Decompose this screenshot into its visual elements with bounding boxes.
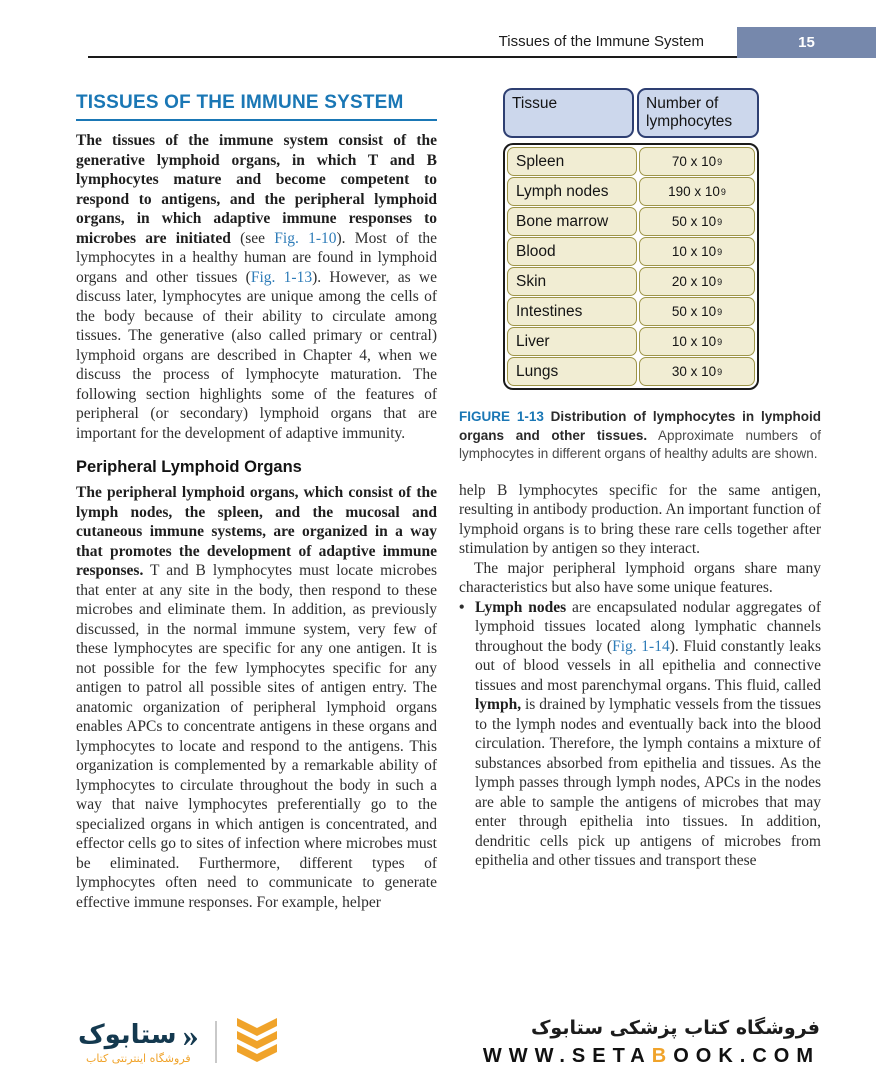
count-cell: 30 x 10 9 (639, 357, 755, 386)
double-chevron-left-icon: « (182, 1016, 199, 1053)
count-cell: 50 x 10 9 (639, 297, 755, 326)
page-header (0, 27, 876, 57)
count-cell: 70 x 10 9 (639, 147, 755, 176)
section-title: TISSUES OF THE IMMUNE SYSTEM (76, 92, 437, 121)
count-value: 50 x 10 (671, 213, 717, 229)
page-number: 15 (798, 34, 815, 51)
shop-name-farsi: فروشگاه کتاب پزشکی ستابوک (530, 1016, 820, 1039)
count-value: 10 x 10 (671, 333, 717, 349)
stacked-chevrons-icon (233, 1017, 281, 1068)
figure-1-13-link[interactable]: Fig. 1-13 (250, 268, 313, 286)
count-cell: 10 x 10 9 (639, 327, 755, 356)
table-row (507, 177, 755, 206)
table-header-lymphocyte-count: Number of lymphocytes (637, 88, 759, 138)
count-value: 20 x 10 (671, 273, 717, 289)
bookstore-footer-banner (0, 1010, 876, 1080)
page-number-tab (737, 27, 876, 58)
figure-1-10-link[interactable]: Fig. 1-10 (274, 229, 337, 247)
table-row (507, 327, 755, 356)
brand-name-farsi: ستابوک (78, 1019, 177, 1050)
intro-text: (see (230, 229, 275, 247)
tissue-cell: Liver (507, 327, 637, 356)
paragraph-text: T and B lymphocytes must locate microbes that enter at any site in the body, then respond to these microbes and eliminate them. In addition, as previously discussed, in the normal immune system, very few of these lymphocytes are specific for any one antigen. It is not possible for the few lymphocytes specific for any antigen to patrol all possible sites of antigen entry. The anatomic organization of peripheral lymphoid organs enables APCs to concentrate antigens in these organs and lymphocytes to locate and respond to the antigens. This organization is complemented by a remarkable ability of lymphocytes to circulate throughout the body in such a way that naive lymphocytes preferentially go to the specialized organs in which antigen is concentrated, and effector cells go to sites of infection where microbes must be eliminated. Furthermore, different types of lymphocytes often need to communicate to generate effective immune responses. For example, helper (76, 562, 437, 911)
table-row (507, 297, 755, 326)
table-row (507, 147, 755, 176)
figure-caption-label: FIGURE 1-13 (459, 409, 544, 424)
body-paragraph: The major peripheral lymphoid organs share many characteristics but also have some unique features. (459, 559, 821, 596)
figure-1-13-table (503, 88, 759, 390)
count-cell: 50 x 10 9 (639, 207, 755, 236)
tissue-cell: Bone marrow (507, 207, 637, 236)
bullet-bold-lymph: lymph, (475, 696, 522, 713)
setabook-logo[interactable] (78, 1016, 199, 1065)
figure-caption-text: Approximate numbers of lymphocytes in different organs of healthy adults are shown. (459, 427, 821, 461)
table-header-row (503, 88, 759, 138)
bullet-text (475, 598, 821, 871)
intro-text: ). Most of the lymphocytes in a healthy human are found in lymphoid organs and other tissues ( (76, 229, 437, 286)
running-title: Tissues of the Immune System (498, 33, 704, 50)
footer-logo-group (78, 1017, 281, 1068)
count-value: 190 x 10 (668, 183, 720, 199)
figure-caption-bold: Distribution of lymphocytes in lymphoid organs and other tissues. (459, 409, 821, 443)
intro-text: ). However, as we discuss later, lymphocytes are unique among the cells of the body because of their ability to circulate among tissues. The generative (also called primary or central) lymphoid organs are described in Chapter 4, when we discuss the process of lymphocyte maturation. The following section highlights some of the features of peripheral (or secondary) lymphoid organs that are important for the development of adaptive immunity. (76, 268, 437, 442)
count-cell: 10 x 10 9 (639, 237, 755, 266)
url-segment: OOK.COM (673, 1044, 820, 1067)
table-row (507, 237, 755, 266)
figure-caption (459, 408, 821, 464)
bullet-body-text: are encapsulated nodular aggregates of lymphoid tissues located along lymphatic channels throughout the body ( (475, 598, 821, 655)
footer-text-group (483, 1017, 820, 1068)
footer-divider (215, 1021, 217, 1063)
table-body (503, 143, 759, 390)
page-bottom-fade (0, 938, 876, 1012)
intro-bold-text: The tissues of the immune system consist of the generative lymphoid organs, in which T and B lymphocytes mature and become competent to respond to antigens, and the peripheral lymphoid organs, in which adaptive immune responses to microbes are initiated (76, 132, 437, 247)
intro-paragraph (76, 131, 437, 443)
table-row (507, 267, 755, 296)
right-column (459, 88, 821, 871)
bullet-body-text: is drained by lymphatic vessels from the tissues to the lymph nodes and eventually back into the blood circulation. Therefore, the lymph contains a mixture of substances absorbed from epithelia and tissues. As the lymph passes through lymph nodes, APCs in the nodes are able to sample the antigens of microbes that may enter through epithelia into tissues. In addition, dendritic cells pick up antigens of microbes from epithelia and other tissues and transport these (475, 696, 821, 869)
header-rule (88, 56, 737, 58)
count-cell: 20 x 10 9 (639, 267, 755, 296)
tissue-cell: Lymph nodes (507, 177, 637, 206)
figure-1-14-link[interactable]: Fig. 1-14 (612, 637, 670, 655)
count-cell: 190 x 10 9 (639, 177, 755, 206)
table-header-tissue: Tissue (503, 88, 634, 138)
url-accent-letter: B (651, 1044, 674, 1067)
tissue-cell: Intestines (507, 297, 637, 326)
tissue-cell: Skin (507, 267, 637, 296)
tissue-cell: Lungs (507, 357, 637, 386)
right-column-text (459, 481, 821, 871)
brand-row (78, 1016, 199, 1053)
left-column (76, 92, 437, 912)
subheading-peripheral-lymphoid-organs: Peripheral Lymphoid Organs (76, 458, 302, 476)
bullet-bold-lymph-nodes: Lymph nodes (475, 598, 567, 616)
count-value: 10 x 10 (671, 243, 717, 259)
count-value: 70 x 10 (671, 153, 717, 169)
url-segment: WWW.SETA (482, 1044, 652, 1067)
body-paragraph: help B lymphocytes specific for the same antigen, resulting in antibody production. An important function of lymphoid organs is to bring these rare cells together after stimulation by antigen so they interact. (459, 481, 821, 557)
peripheral-organs-paragraph (76, 483, 437, 912)
bullet-marker: • (459, 598, 465, 616)
bullet-body-text: ). Fluid constantly leaks out of blood vessels in all epithelia and connective tissues and most parenchymal organs. This fluid, called (475, 637, 822, 694)
bullet-list-item (459, 598, 821, 871)
tissue-cell: Spleen (507, 147, 637, 176)
table-row (507, 207, 755, 236)
count-value: 30 x 10 (671, 363, 717, 379)
count-value: 50 x 10 (671, 303, 717, 319)
tissue-cell: Blood (507, 237, 637, 266)
table-row (507, 357, 755, 386)
brand-tagline-farsi: فروشگاه اینترنتی کتاب (85, 1051, 191, 1065)
website-url[interactable] (483, 1045, 820, 1068)
paragraph-bold-text: The peripheral lymphoid organs, which consist of the lymph nodes, the spleen, and the mucosal and cutaneous immune systems, are organized in a way that promotes the development of adaptive immune responses. (76, 484, 437, 579)
